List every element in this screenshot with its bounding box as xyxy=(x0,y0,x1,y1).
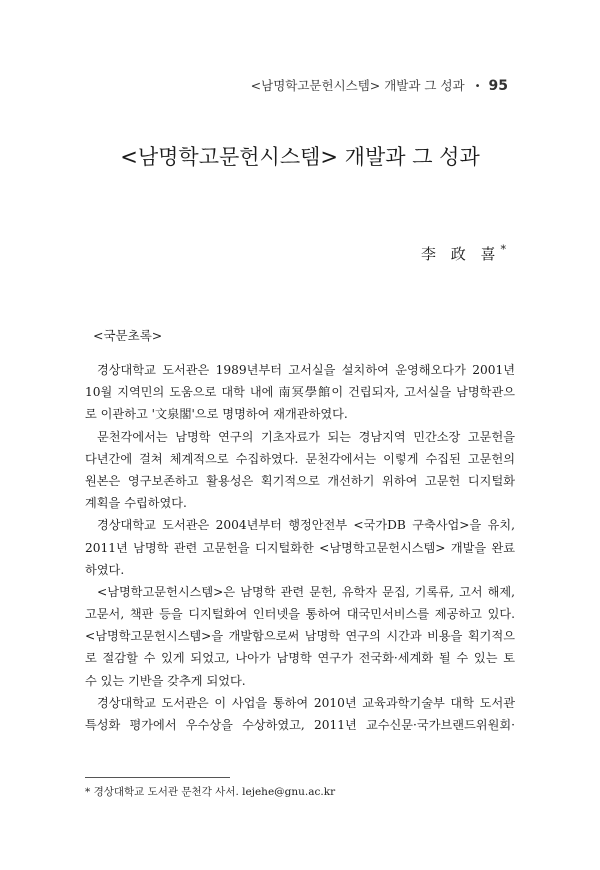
header-bullet: • xyxy=(474,81,481,92)
abstract-line: 경상대학교 도서관은 이 사업을 통하여 2010년 교육과학기술부 대학 도서관 xyxy=(97,695,515,710)
abstract-line: 로 이관하고 '文泉閣'으로 명명하여 재개관하였다. xyxy=(85,407,348,422)
abstract-line: 특성화 평가에서 우수상을 수상하였고, 2011년 교수신문·국가브랜드위원회· xyxy=(85,718,515,732)
abstract-line: <남명학고문헌시스템>을 개발함으로써 남명학 연구의 시간과 비용을 획기적으 xyxy=(85,629,515,644)
running-header xyxy=(251,76,508,94)
abstract-line: 하였다. xyxy=(85,562,125,577)
abstract-label: <국문초록> xyxy=(93,328,163,343)
abstract-line: 경상대학교 도서관은 2004년부터 행정안전부 <국가DB 구축사업>을 유치, xyxy=(97,518,515,533)
footnote-divider xyxy=(85,777,230,778)
abstract-line: 로 절감할 수 있게 되었고, 나아가 남명학 연구가 전국화·세계화 될 수 있는 토 xyxy=(85,651,515,666)
abstract-line: 수 있는 기반을 갖추게 되었다. xyxy=(85,673,246,688)
paper-title: <남명학고문헌시스템> 개발과 그 성과 xyxy=(120,145,480,169)
author-footnote-mark: * xyxy=(500,243,506,256)
page-number: 95 xyxy=(488,78,508,94)
running-title: <남명학고문헌시스템> 개발과 그 성과 xyxy=(250,78,465,93)
abstract-line: <남명학고문헌시스템>은 남명학 관련 문헌, 유학자 문집, 기록류, 고서 해제, xyxy=(97,584,515,599)
abstract-line: 다년간에 걸쳐 체계적으로 수집하였다. 문천각에서는 이렇게 수집된 고문헌의 xyxy=(85,451,515,466)
author-name: 李 政 喜 xyxy=(420,245,501,263)
abstract-body xyxy=(85,359,515,736)
abstract-line: 고문서, 책판 등을 디지털화여 인터넷을 통하여 대국민서비스를 제공하고 있다. xyxy=(85,607,515,622)
footnote: * 경상대학교 도서관 문천각 사서. lejehe@gnu.ac.kr xyxy=(85,786,336,798)
abstract-line: 2011년 남명학 관련 고문헌을 디지털화한 <남명학고문헌시스템> 개발을 완료 xyxy=(85,540,515,555)
abstract-line: 계획을 수립하였다. xyxy=(85,496,187,511)
author xyxy=(421,243,506,264)
abstract-line: 문천각에서는 남명학 연구의 기초자료가 되는 경남지역 민간소장 고문헌을 xyxy=(97,429,515,444)
abstract-line: 원본은 영구보존하고 활용성은 획기적으로 개선하기 위하여 고문헌 디지털화 xyxy=(85,473,515,488)
abstract-line: 경상대학교 도서관은 1989년부터 고서실을 설치하여 운영해오다가 2001년 xyxy=(97,363,515,377)
abstract-line: 10월 지역민의 도움으로 대학 내에 南冥學館이 건립되자, 고서실을 남명학관으 xyxy=(85,385,515,400)
